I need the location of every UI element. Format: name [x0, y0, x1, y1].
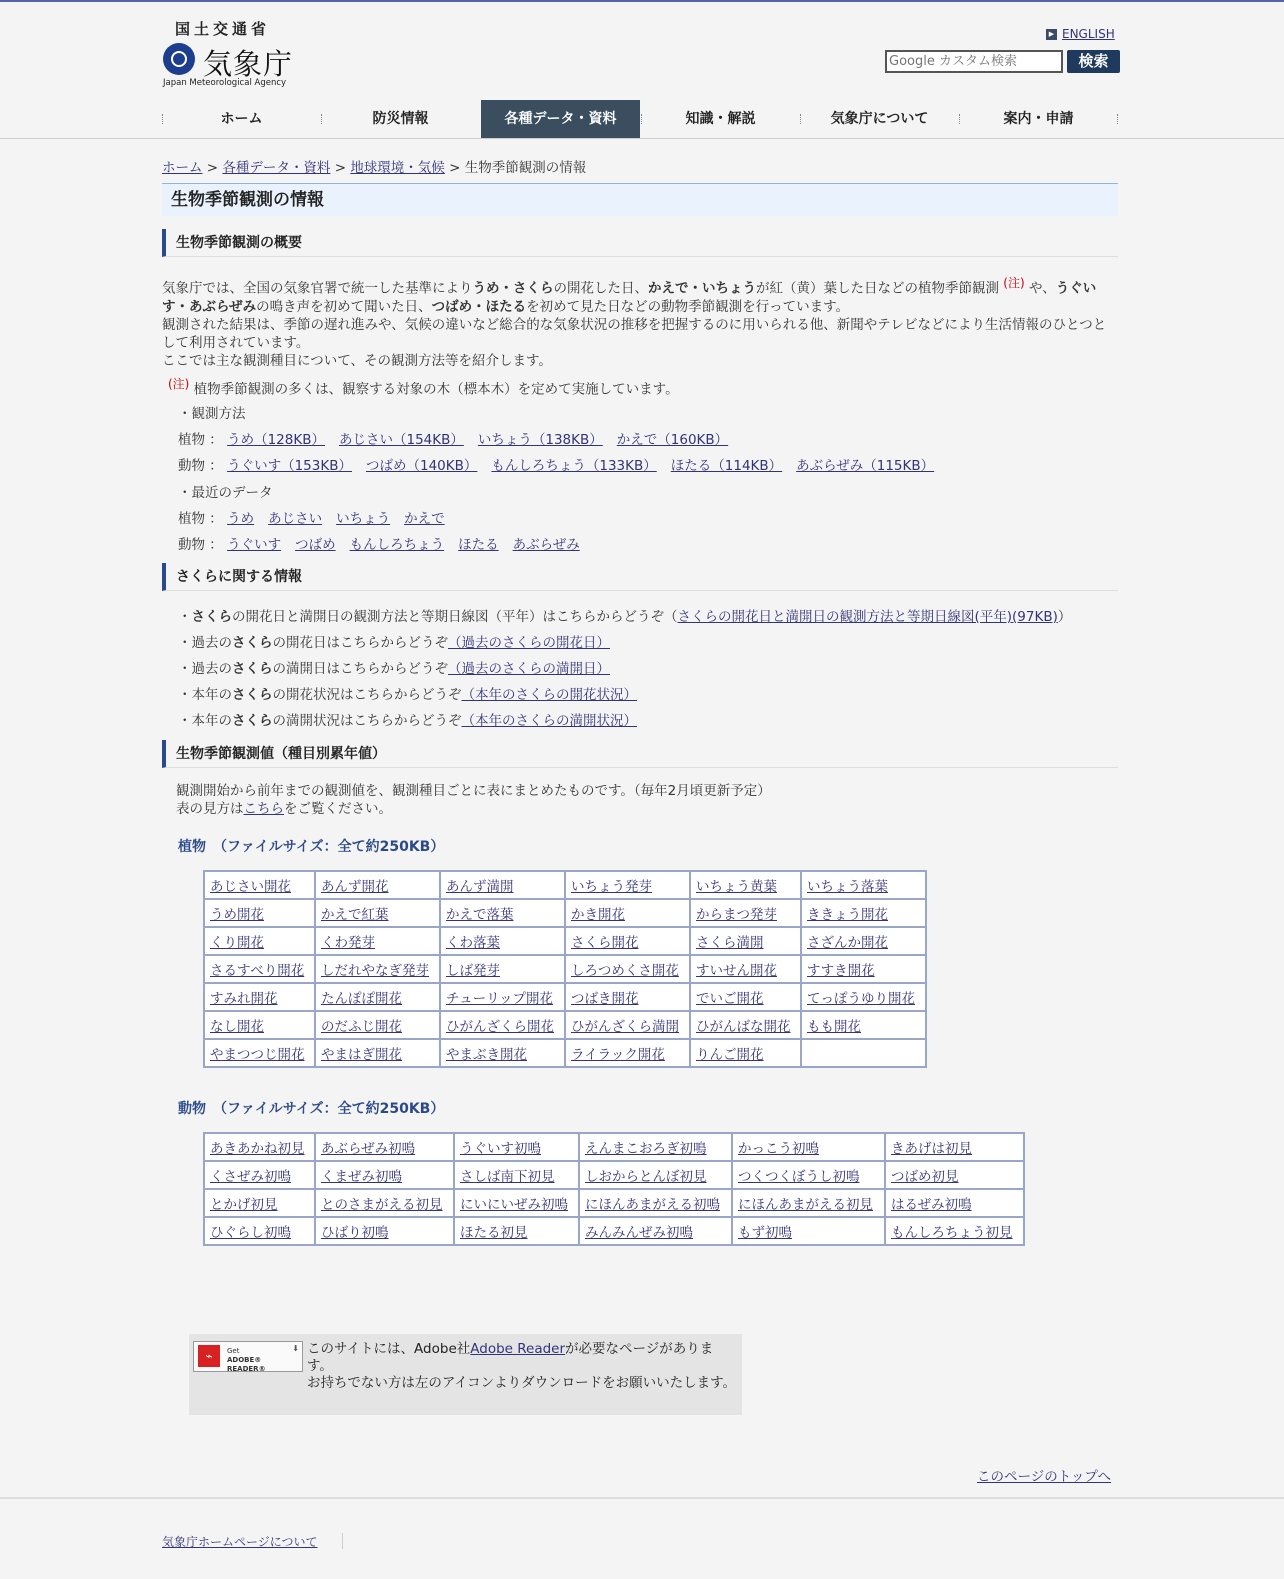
record-link[interactable]: さざんか開花 — [807, 935, 888, 951]
badge-text — [227, 1347, 302, 1374]
bold-text: さくら — [191, 609, 232, 625]
adobe-reader-notice — [189, 1334, 742, 1415]
site-footer — [0, 1497, 1284, 1579]
table-row — [204, 899, 926, 927]
overview-paragraph — [162, 274, 1118, 370]
record-link[interactable]: いちょう黄葉 — [696, 879, 777, 895]
recent-link[interactable]: つばめ — [295, 537, 336, 553]
table-row — [204, 871, 926, 899]
table-cell — [204, 899, 315, 927]
animals-table — [203, 1132, 1025, 1246]
table-cell — [315, 927, 440, 955]
table-cell — [315, 1189, 454, 1217]
record-link[interactable]: きあげは初見 — [891, 1141, 972, 1157]
footer-about-link[interactable]: 気象庁ホームページについて — [162, 1535, 318, 1549]
table-cell — [315, 1161, 454, 1189]
table-cell — [454, 1161, 579, 1189]
sakura-link[interactable]: （過去のさくらの満開日） — [448, 661, 610, 677]
text: の満開日はこちらからどうぞ — [272, 661, 448, 677]
breadcrumb-climate[interactable]: 地球環境・気候 — [350, 160, 445, 176]
record-link[interactable]: やまつつじ開花 — [210, 1047, 305, 1063]
text: の開花した日、 — [553, 280, 648, 297]
arrow-right-icon: ▶ — [1046, 29, 1057, 40]
table-cell — [204, 1011, 315, 1039]
table-cell — [204, 1217, 315, 1245]
pdf-icon: ⌁ — [198, 1345, 220, 1367]
recent-animals-row — [178, 533, 594, 553]
record-link[interactable]: いちょう発芽 — [571, 879, 652, 895]
breadcrumb-sep: > — [206, 160, 219, 176]
sakura-link[interactable]: （本年のさくらの満開状況） — [461, 713, 637, 729]
record-link[interactable]: りんご開花 — [696, 1047, 764, 1063]
record-link[interactable]: あぶらぜみ初鳴 — [321, 1141, 416, 1157]
download-arrow-icon: ⬇ — [292, 1344, 299, 1353]
text: の開花日と満開日の観測方法と等期日線図（平年）はこちらからどうぞ（ — [232, 609, 678, 625]
search-button[interactable]: 検索 — [1067, 50, 1120, 73]
recent-link[interactable]: あぶらぜみ — [512, 537, 580, 553]
text: ・過去の — [178, 635, 232, 651]
plants-table — [203, 870, 927, 1068]
page-title-bar — [162, 183, 1118, 216]
sakura-item — [178, 709, 651, 729]
table-cell — [204, 871, 315, 899]
record-link[interactable]: いちょう落葉 — [807, 879, 888, 895]
bold-text: うぐいす・あぶらぜみ — [162, 280, 1097, 315]
record-link[interactable]: つくつくぼうし初鳴 — [738, 1169, 860, 1185]
nav-about[interactable]: 気象庁について — [800, 100, 959, 138]
text: ・過去の — [178, 661, 232, 677]
page-top-link[interactable]: このページのトップへ — [977, 1469, 1112, 1485]
table-cell — [885, 1189, 1024, 1217]
table-row — [204, 1161, 1024, 1189]
method-link[interactable]: いちょう（138KB） — [477, 432, 603, 448]
table-cell — [454, 1133, 579, 1161]
record-link[interactable]: やまぶき開花 — [446, 1047, 527, 1063]
table-cell — [204, 1161, 315, 1189]
bold-text: つばめ・ほたる — [431, 298, 527, 315]
record-link[interactable]: ライラック開花 — [571, 1047, 665, 1063]
record-link[interactable]: はるぜみ初鳴 — [891, 1197, 972, 1213]
table-cell — [454, 1189, 579, 1217]
table-cell — [801, 899, 926, 927]
record-link[interactable]: さるすべり開花 — [210, 963, 305, 979]
site-header — [0, 2, 1284, 100]
table-cell — [440, 871, 565, 899]
row-label: 動物 ： — [178, 537, 223, 553]
method-link[interactable]: つばめ（140KB） — [365, 458, 478, 474]
sakura-item — [178, 657, 624, 677]
record-link[interactable]: にいにいぜみ初鳴 — [460, 1197, 568, 1213]
record-link[interactable]: もず初鳴 — [738, 1225, 792, 1241]
record-link[interactable]: すいせん開花 — [696, 963, 777, 979]
table-cell — [315, 955, 440, 983]
bold-text: かえで・いちょう — [648, 280, 756, 297]
nav-data[interactable]: 各種データ・資料 — [481, 100, 640, 138]
text: ・ — [178, 609, 192, 625]
table-cell — [565, 871, 690, 899]
table-cell — [579, 1189, 732, 1217]
table-cell — [801, 927, 926, 955]
record-link[interactable]: なし開花 — [210, 1019, 264, 1035]
record-link[interactable]: ききょう開花 — [807, 907, 888, 923]
section-heading-records: 生物季節観測値（種目別累年値） — [162, 740, 1118, 768]
recent-link[interactable]: ほたる — [458, 537, 499, 553]
english-link-wrap — [1046, 27, 1115, 41]
record-link[interactable]: しだれやなぎ発芽 — [321, 963, 429, 979]
table-cell — [885, 1217, 1024, 1245]
record-link[interactable]: つばき開花 — [571, 991, 639, 1007]
record-link[interactable]: チューリップ開花 — [446, 991, 554, 1007]
text: お持ちでない方は左のアイコンよりダウンロードをお願いいたします。 — [307, 1375, 737, 1391]
record-link[interactable]: さくら満開 — [696, 935, 764, 951]
recent-link[interactable]: あじさい — [268, 511, 323, 527]
table-cell — [565, 1011, 690, 1039]
jma-emblem-icon — [163, 43, 195, 75]
table-row — [204, 1011, 926, 1039]
record-link[interactable]: つばめ初見 — [891, 1169, 959, 1185]
table-cell — [565, 955, 690, 983]
record-link[interactable]: あんず開花 — [321, 879, 389, 895]
record-link[interactable]: くり開花 — [210, 935, 264, 951]
method-link[interactable]: うぐいす（153KB） — [227, 458, 352, 474]
row-label: 植物 ： — [178, 511, 223, 527]
table-cell — [204, 955, 315, 983]
table-cell — [565, 1039, 690, 1067]
breadcrumb-sep: > — [334, 160, 347, 176]
table-cell — [885, 1133, 1024, 1161]
agency-name-en: Japan Meteorological Agency — [163, 78, 287, 88]
recent-plants-row — [178, 507, 459, 527]
table-cell — [579, 1161, 732, 1189]
nav-knowledge[interactable]: 知識・解説 — [641, 100, 800, 138]
record-link[interactable]: ひばり初鳴 — [321, 1225, 389, 1241]
table-cell — [565, 983, 690, 1011]
text: の開花状況はこちらからどうぞ — [272, 687, 462, 703]
record-link[interactable]: すみれ開花 — [210, 991, 278, 1007]
footnote-text: 植物季節観測の多くは、観察する対象の木（標本木）を定めて実施しています。 — [193, 381, 679, 398]
table-row — [204, 955, 926, 983]
breadcrumb-home[interactable]: ホーム — [162, 160, 203, 176]
record-link[interactable]: うぐいす初鳴 — [460, 1141, 541, 1157]
table-cell — [315, 1133, 454, 1161]
table-cell — [885, 1161, 1024, 1189]
record-link[interactable]: にほんあまがえる初鳴 — [585, 1197, 720, 1213]
nav-guide[interactable]: 案内・申請 — [959, 100, 1118, 138]
record-link[interactable]: うめ開花 — [210, 907, 264, 923]
table-cell — [579, 1217, 732, 1245]
record-link[interactable]: てっぽうゆり開花 — [807, 991, 915, 1007]
breadcrumb-current: 生物季節観測の情報 — [464, 160, 587, 176]
table-guide-link[interactable]: こちら — [243, 801, 284, 817]
section-heading-overview: 生物季節観測の概要 — [162, 229, 1118, 257]
record-link[interactable]: とのさまがえる初見 — [321, 1197, 443, 1213]
record-link[interactable]: やまはぎ開花 — [321, 1047, 402, 1063]
english-link[interactable]: ENGLISH — [1062, 27, 1115, 41]
table-cell — [440, 927, 565, 955]
table-cell — [204, 983, 315, 1011]
page-title: 生物季節観測の情報 — [171, 190, 324, 210]
sakura-item — [178, 631, 624, 651]
recent-link[interactable]: いちょう — [336, 511, 391, 527]
text: 観測開始から前年までの観測値を、観測種目ごとに表にまとめたものです。（毎年2月頃更新予定） — [176, 783, 771, 799]
agency-name-jp: 気象庁 — [203, 47, 294, 81]
bold-text: うめ・さくら — [472, 280, 554, 297]
method-link[interactable]: かえで（160KB） — [616, 432, 729, 448]
text: が紅（黄）葉した日などの植物季節観測 — [756, 280, 999, 297]
text: 表の見方は — [176, 801, 244, 817]
breadcrumb-sep: > — [449, 160, 461, 176]
record-link[interactable]: くわ落葉 — [446, 935, 500, 951]
table-row — [204, 927, 926, 955]
recent-link[interactable]: うぐいす — [227, 537, 282, 553]
sakura-item — [178, 683, 651, 703]
bold-text: さくら — [232, 687, 273, 703]
table-cell — [732, 1189, 885, 1217]
text: の開花日はこちらからどうぞ — [272, 635, 448, 651]
table-cell — [440, 955, 565, 983]
table-cell — [801, 983, 926, 1011]
record-link[interactable]: ひぐらし初鳴 — [210, 1225, 291, 1241]
badge-get: Get — [227, 1347, 240, 1355]
method-link[interactable]: あぶらぜみ（115KB） — [796, 458, 935, 474]
table-cell — [204, 927, 315, 955]
text: を初めて見た日などの動物季節観測を行っています。 — [526, 298, 850, 315]
record-link[interactable]: あきあかね初見 — [210, 1141, 305, 1157]
footnote — [168, 375, 679, 399]
table-cell — [565, 927, 690, 955]
jma-logo[interactable] — [163, 18, 294, 90]
record-link[interactable]: もんしろちょう初見 — [891, 1225, 1013, 1241]
table-cell — [732, 1161, 885, 1189]
footer-divider — [342, 1533, 343, 1549]
note-mark: (注) — [1003, 276, 1025, 290]
record-link[interactable]: かっこう初鳴 — [738, 1141, 819, 1157]
nav-home[interactable]: ホーム — [162, 100, 321, 138]
table-cell — [801, 1039, 926, 1067]
sakura-link[interactable]: さくらの開花日と満開日の観測方法と等期日線図(平年)(97KB) — [677, 609, 1058, 625]
site-search — [885, 50, 1120, 73]
adobe-reader-link[interactable]: Adobe Reader — [470, 1341, 566, 1357]
record-link[interactable]: くわ発芽 — [321, 935, 375, 951]
record-link[interactable]: えんまこおろぎ初鳴 — [585, 1141, 707, 1157]
text: 観測された結果は、季節の遅れ進みや、気候の違いなど総合的な気象状況の推移を把握するのに用いられる他、新聞やテレビなどにより生活情報のひとつとして利用されています。 — [162, 316, 1107, 351]
table-cell — [732, 1217, 885, 1245]
table-cell — [440, 1011, 565, 1039]
breadcrumb — [162, 156, 586, 176]
table-cell — [690, 983, 801, 1011]
animals-heading: 動物 （ファイルサイズ：全て約250KB） — [178, 1101, 445, 1117]
search-input[interactable] — [885, 50, 1063, 73]
text: や、 — [1028, 280, 1056, 297]
table-cell — [315, 983, 440, 1011]
method-label: ・観測方法 — [178, 406, 246, 422]
recent-label: ・最近のデータ — [178, 485, 273, 501]
record-link[interactable]: くまぜみ初鳴 — [321, 1169, 402, 1185]
method-animals-row — [178, 454, 948, 474]
method-link[interactable]: もんしろちょう（133KB） — [491, 458, 657, 474]
section-heading-sakura: さくらに関する情報 — [162, 563, 1118, 591]
text: ・本年の — [178, 713, 232, 729]
record-link[interactable]: ひがんばな開花 — [696, 1019, 791, 1035]
sakura-item — [178, 605, 1071, 625]
table-row — [204, 1133, 1024, 1161]
bold-text: さくら — [232, 661, 273, 677]
record-link[interactable]: ほたる初見 — [460, 1225, 528, 1241]
nav-disaster-info[interactable]: 防災情報 — [321, 100, 480, 138]
table-cell — [440, 899, 565, 927]
record-link[interactable]: かき開花 — [571, 907, 625, 923]
method-link[interactable]: あじさい（154KB） — [338, 432, 464, 448]
table-cell — [440, 1039, 565, 1067]
record-link[interactable]: しおからとんぼ初見 — [585, 1169, 707, 1185]
table-cell — [690, 899, 801, 927]
table-cell — [204, 1189, 315, 1217]
text: ここでは主な観測種目について、その観測方法等を紹介します。 — [162, 352, 552, 369]
table-cell — [315, 899, 440, 927]
row-label: 動物 ： — [178, 458, 223, 474]
record-link[interactable]: からまつ発芽 — [696, 907, 777, 923]
table-cell — [579, 1133, 732, 1161]
table-cell — [801, 1011, 926, 1039]
plants-heading: 植物 （ファイルサイズ：全て約250KB） — [178, 839, 445, 855]
ministry-name: 国土交通省 — [175, 20, 271, 38]
table-cell — [732, 1133, 885, 1161]
record-link[interactable]: かえで落葉 — [446, 907, 514, 923]
record-link[interactable]: くさぜみ初鳴 — [210, 1169, 291, 1185]
table-cell — [204, 1039, 315, 1067]
record-link[interactable]: しば発芽 — [446, 963, 500, 979]
record-link[interactable]: ひがんざくら開花 — [446, 1019, 554, 1035]
global-nav — [0, 100, 1284, 139]
record-link[interactable]: たんぽぽ開花 — [321, 991, 402, 1007]
note-mark: (注) — [168, 377, 190, 391]
table-cell — [315, 1039, 440, 1067]
sakura-link[interactable]: （過去のさくらの開花日） — [448, 635, 610, 651]
table-row — [204, 1039, 926, 1067]
table-cell — [454, 1217, 579, 1245]
table-cell — [690, 955, 801, 983]
text: が必要なページがあります。 — [307, 1341, 714, 1374]
record-link[interactable]: あじさい開花 — [210, 879, 291, 895]
table-cell — [690, 1011, 801, 1039]
text: 気象庁では、全国の気象官署で統一した基準により — [162, 280, 473, 297]
record-link[interactable]: ひがんざくら満開 — [571, 1019, 679, 1035]
table-row — [204, 1189, 1024, 1217]
record-link[interactable]: のだふじ開花 — [321, 1019, 402, 1035]
adobe-text — [307, 1341, 737, 1392]
record-link[interactable]: とかげ初見 — [210, 1197, 278, 1213]
record-link[interactable]: でいご開花 — [696, 991, 764, 1007]
text: をご覧ください。 — [284, 801, 392, 817]
text: の鳴き声を初めて聞いた日、 — [256, 298, 432, 315]
table-cell — [565, 899, 690, 927]
text: ） — [1057, 609, 1072, 625]
record-link[interactable]: かえで紅葉 — [321, 907, 389, 923]
table-row — [204, 983, 926, 1011]
record-link[interactable]: みんみんぜみ初鳴 — [585, 1225, 693, 1241]
get-adobe-reader-badge[interactable] — [193, 1341, 303, 1372]
method-plants-row — [178, 428, 742, 448]
table-cell — [801, 871, 926, 899]
recent-link[interactable]: もんしろちょう — [349, 537, 445, 553]
record-link[interactable]: にほんあまがえる初見 — [738, 1197, 873, 1213]
table-cell — [440, 983, 565, 1011]
row-label: 植物 ： — [178, 432, 223, 448]
breadcrumb-data[interactable]: 各種データ・資料 — [222, 160, 331, 176]
text: ・本年の — [178, 687, 232, 703]
method-link[interactable]: ほたる（114KB） — [670, 458, 783, 474]
table-cell — [690, 871, 801, 899]
recent-link[interactable]: かえで — [404, 511, 445, 527]
bold-text: さくら — [232, 713, 273, 729]
sakura-link[interactable]: （本年のさくらの開花状況） — [461, 687, 637, 703]
table-cell — [690, 1039, 801, 1067]
method-link[interactable]: うめ（128KB） — [227, 432, 325, 448]
record-link[interactable]: あんず満開 — [446, 879, 514, 895]
text: の満開状況はこちらからどうぞ — [272, 713, 462, 729]
bold-text: さくら — [232, 635, 273, 651]
record-link[interactable]: すすき開花 — [807, 963, 875, 979]
record-link[interactable]: もも開花 — [807, 1019, 861, 1035]
table-row — [204, 1217, 1024, 1245]
records-intro — [176, 782, 771, 818]
recent-link[interactable]: うめ — [227, 511, 255, 527]
table-cell — [315, 871, 440, 899]
record-link[interactable]: さくら開花 — [571, 935, 639, 951]
table-cell — [315, 1011, 440, 1039]
table-cell — [315, 1217, 454, 1245]
table-cell — [801, 955, 926, 983]
record-link[interactable]: しろつめくさ開花 — [571, 963, 679, 979]
record-link[interactable]: さしば南下初見 — [460, 1169, 555, 1185]
badge-name: ADOBE® READER® — [227, 1356, 266, 1373]
table-cell — [204, 1133, 315, 1161]
text: このサイトには、Adobe社 — [307, 1341, 471, 1357]
table-cell — [690, 927, 801, 955]
